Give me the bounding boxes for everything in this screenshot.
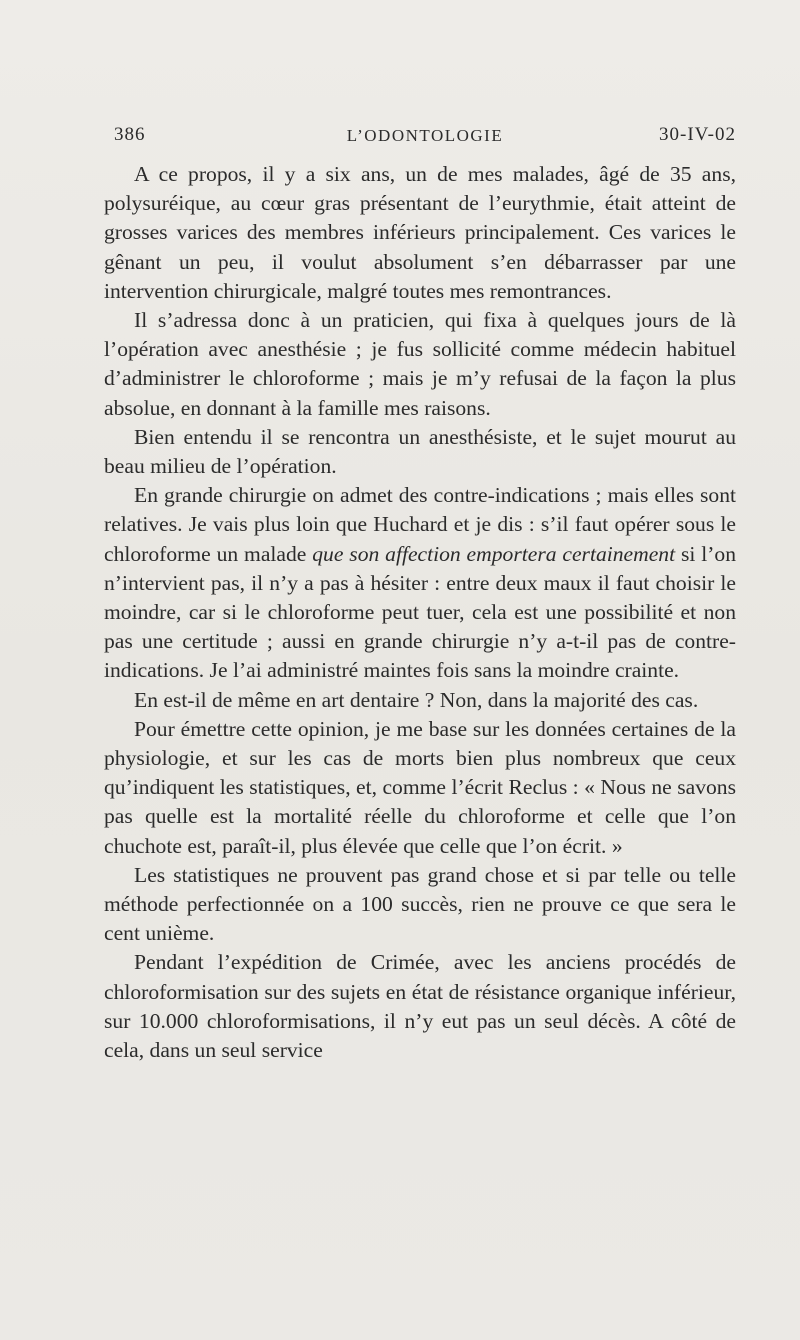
paragraph-4-text-after: si l’on n’intervient pas, il n’y a pas à hésiter : entre deux maux il faut choisir le moindre, car si le chloroforme peut tuer, cela est une possibilité et non pas une certitude ; aussi en grande chirurgie n’y a-t-il pas de contre-indications. Je l’ai administré maintes fois sans la moindre crainte. [104,541,737,683]
paragraph-3: Bien entendu il se rencontra un anesthésiste, et le sujet mourut au beau milieu de l’opération. [104,424,736,479]
paragraph-7: Les statistiques ne prouvent pas grand chose et si par telle ou telle méthode perfectionnée on a 100 succès, rien ne prouve ce que sera le cent unième. [104,862,736,946]
paragraph-2: Il s’adressa donc à un praticien, qui fixa à quelques jours de là l’opération avec anesthésie ; je fus sollicité comme médecin habituel d’administrer le chloroforme ; mais je m’y refusai de la façon la plus absolue, en donnant à la famille mes raisons. [104,308,736,420]
paragraph-6: Pour émettre cette opinion, je me base sur les données certaines de la physiologie, et sur les cas de morts bien plus nombreux que ceux qu’indiquent les statistiques, et, comme l’écrit Reclus : « Nous ne savons pas quelle est la mortalité réelle du chloroforme et celle que l’on chuchote est, paraît-il, plus élevée que celle que l’on écrit. » [104,716,736,858]
running-head [114,124,736,154]
paragraph-8: Pendant l’expédition de Crimée, avec les anciens procédés de chloroformisation sur des sujets en état de résistance organique inférieur, sur 10.000 chloroformisations, il n’y eut pas un seul décès. A côté de cela, dans un seul service [104,950,736,1063]
paragraph-4 [104,481,736,685]
paragraph-4-emphasis: que son affection emportera certainement [312,541,676,566]
body-text [104,160,736,1065]
paragraph-4-text-before: En grande chirurgie on admet des contre-indications ; mais elles sont relatives. Je vais plus loin que Huchard et je dis : s’il faut opérer sous le chloroforme un malade [104,483,736,566]
paragraph-1: A ce propos, il y a six ans, un de mes malades, âgé de 35 ans, polysuréique, au cœur gras présentant de l’eurythmie, était atteint de grosses varices des membres inférieurs principalement. Ces varices le gênant un peu, il voulut absolument s’en débarrasser par une intervention chirurgicale, malgré toutes mes remontrances. [104,162,736,303]
issue-date: 30-IV-02 [659,124,736,145]
page-number: 386 [114,124,146,145]
paragraph-5: En est-il de même en art dentaire ? Non, dans la majorité des cas. [134,687,699,712]
journal-title: L’ODONTOLOGIE [346,126,504,145]
